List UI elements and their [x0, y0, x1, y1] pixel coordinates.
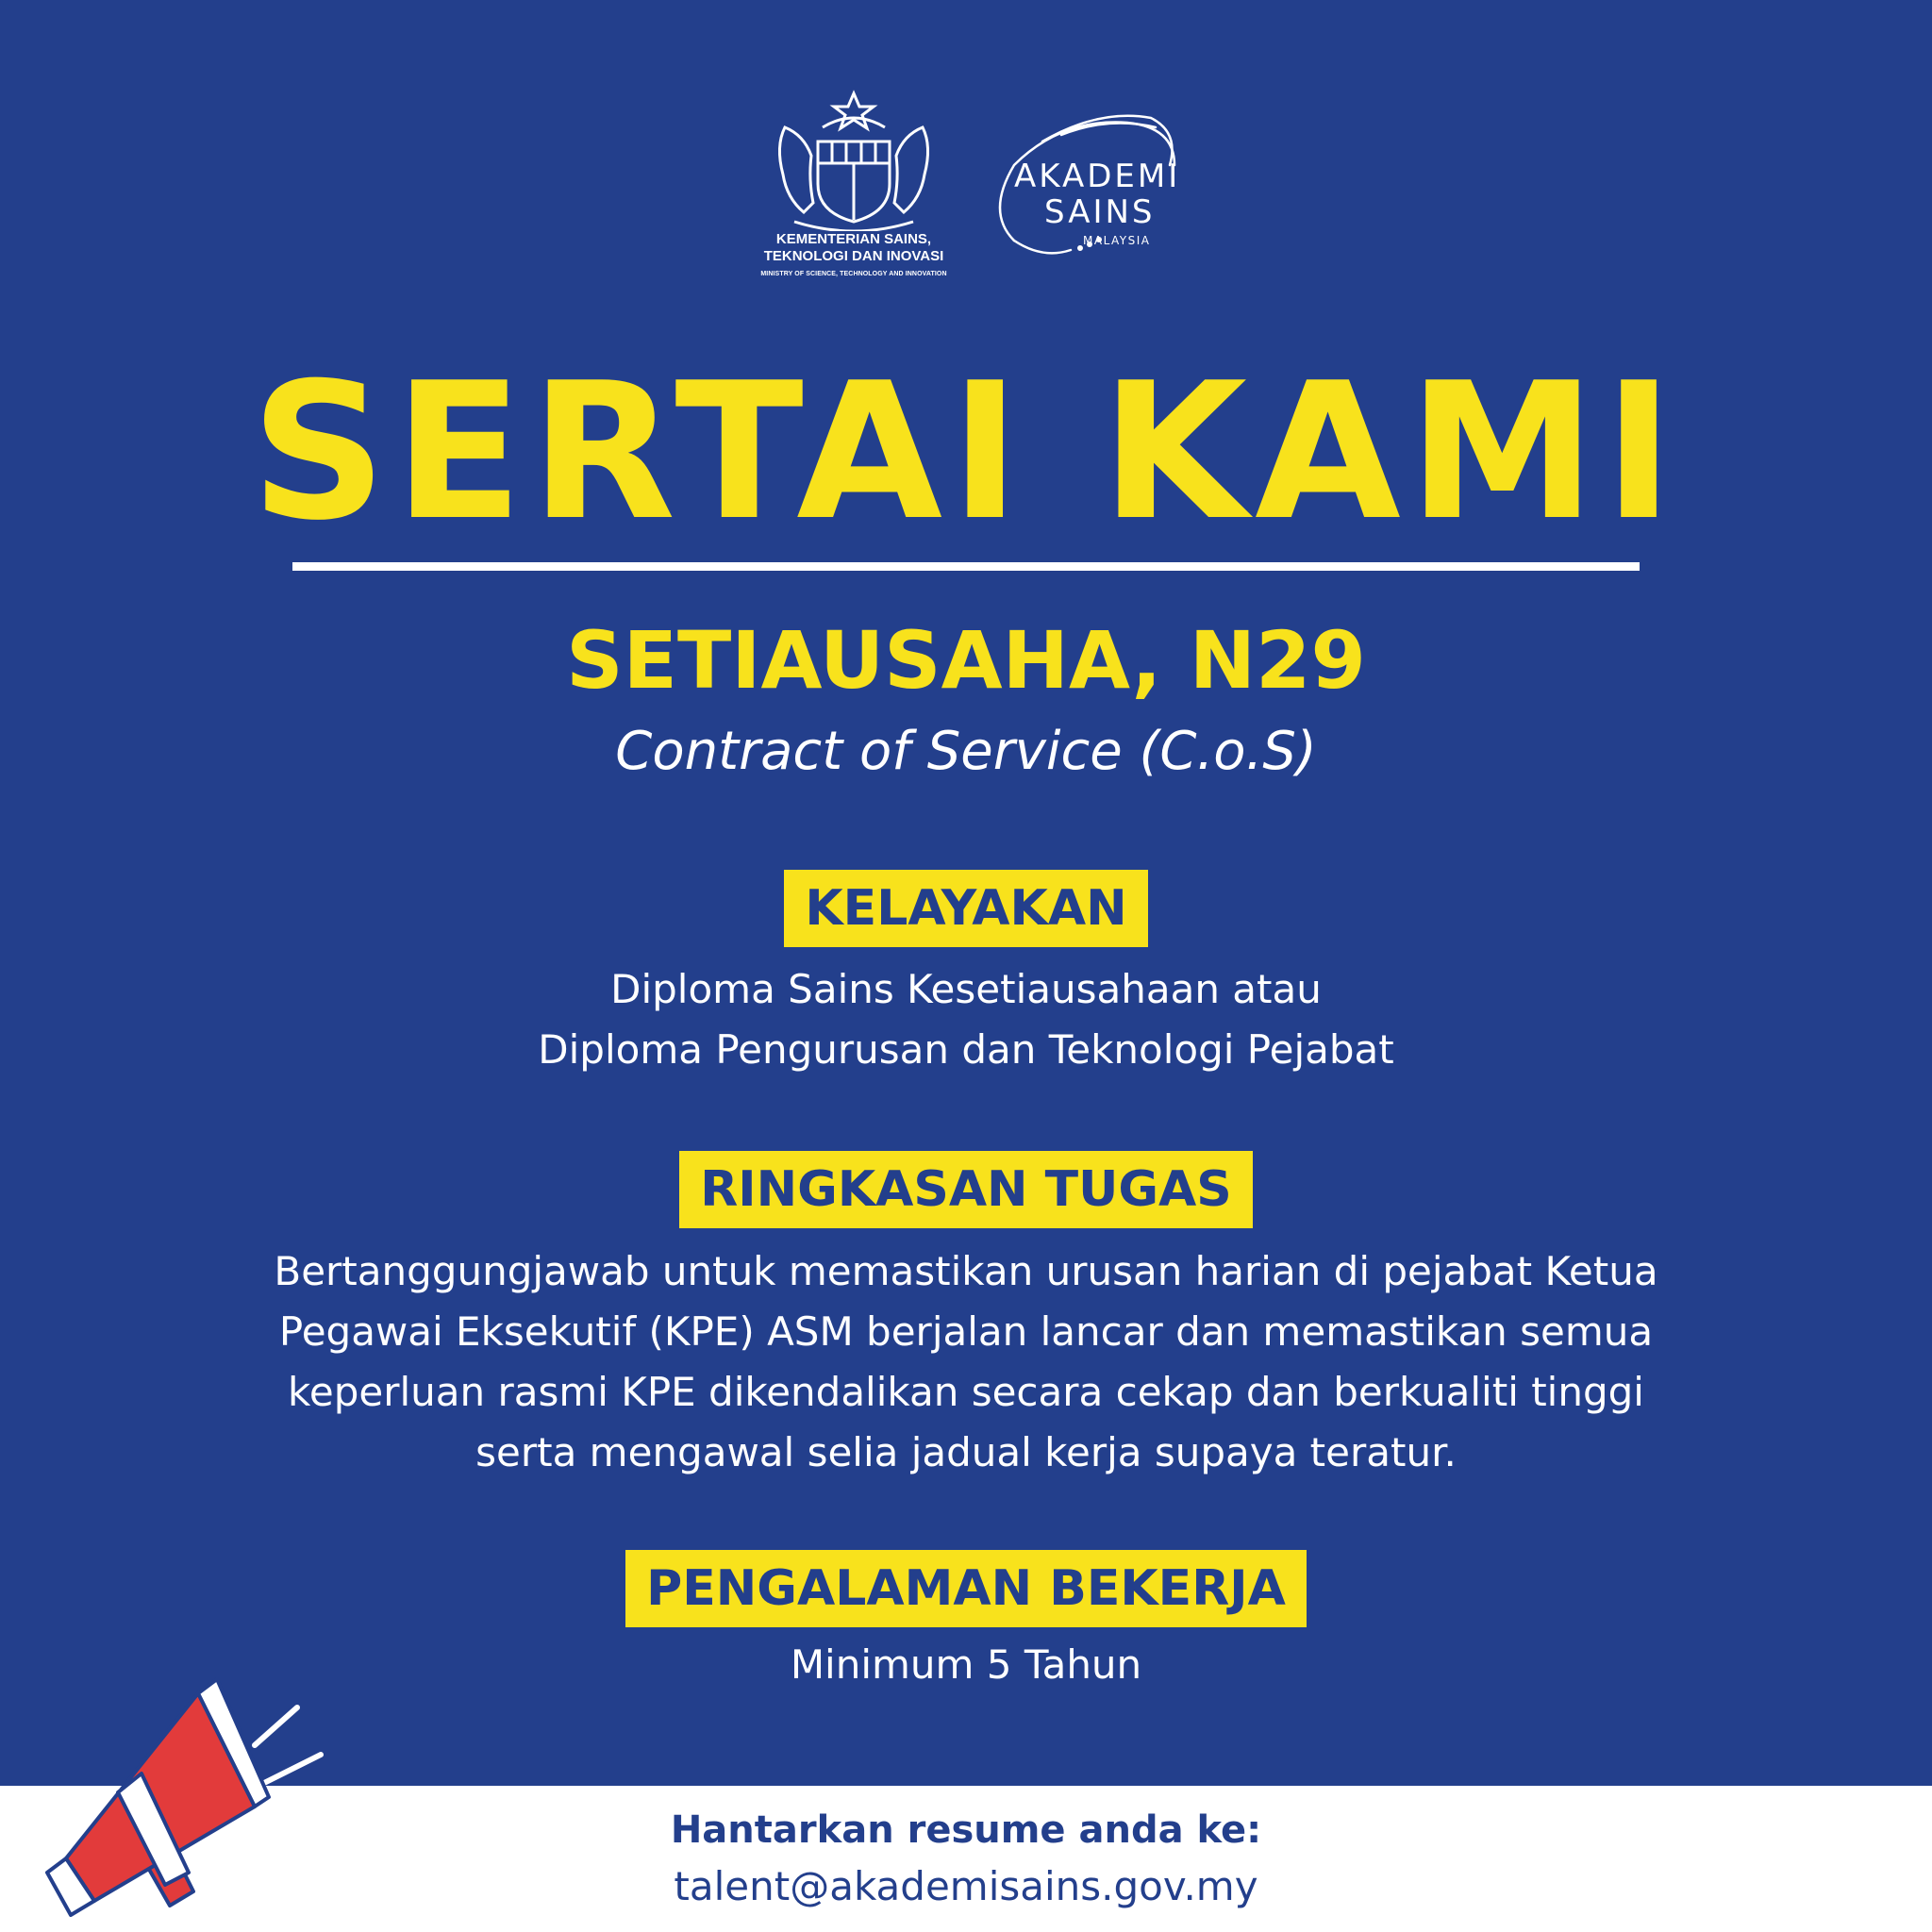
coat-of-arms-icon — [766, 90, 941, 231]
akademi-word: AKADEMI — [1014, 158, 1181, 195]
ringkasan-line: Bertanggungjawab untuk memastikan urusan harian di pejabat Ketua — [274, 1248, 1658, 1294]
sains-word: SAINS — [1044, 193, 1156, 231]
footer-email[interactable]: talent@akademisains.gov.my — [674, 1863, 1258, 1909]
ministry-name-line1: KEMENTERIAN SAINS, — [775, 231, 932, 247]
ringkasan-text — [151, 1241, 1781, 1483]
position-title: SETIAUSAHA, N29 — [566, 614, 1366, 707]
ringkasan-line: Pegawai Eksekutif (KPE) ASM berjalan lancar dan memastikan semua — [278, 1308, 1654, 1355]
ringkasan-label-wrap — [0, 1151, 1932, 1228]
kelayakan-label: KELAYAKAN — [784, 870, 1147, 947]
headline-divider — [292, 562, 1640, 571]
ringkasan-label: RINGKASAN TUGAS — [679, 1151, 1253, 1228]
kementerian-logo — [745, 90, 962, 292]
pengalaman-text — [151, 1635, 1781, 1695]
megaphone-icon — [28, 1641, 349, 1924]
ministry-name-line2: TEKNOLOGI DAN INOVASI — [763, 248, 944, 264]
pengalaman-line: Minimum 5 Tahun — [790, 1641, 1142, 1688]
ministry-name — [745, 231, 962, 265]
headline: SERTAI KAMI — [250, 342, 1682, 562]
ringkasan-line: serta mengawal selia jadual kerja supaya teratur. — [475, 1429, 1457, 1475]
kelayakan-label-wrap — [0, 870, 1932, 947]
kelayakan-line: Diploma Sains Kesetiausahaan atau — [610, 966, 1322, 1012]
logo-group — [745, 90, 1189, 292]
ministry-name-english: MINISTRY OF SCIENCE, TECHNOLOGY AND INNOVATION — [760, 271, 947, 277]
pengalaman-label: PENGALAMAN BEKERJA — [625, 1550, 1307, 1627]
kelayakan-line: Diploma Pengurusan dan Teknologi Pejabat — [538, 1026, 1394, 1073]
akademi-sains-logo — [986, 99, 1184, 274]
ringkasan-line: keperluan rasmi KPE dikendalikan secara cekap dan berkualiti tinggi — [288, 1369, 1644, 1415]
pengalaman-label-wrap — [0, 1550, 1932, 1627]
contract-type: Contract of Service (C.o.S) — [615, 721, 1317, 782]
footer-prompt: Hantarkan resume anda ke: — [670, 1808, 1262, 1852]
malaysia-word: MALAYSIA — [1083, 234, 1151, 247]
kelayakan-text — [151, 959, 1781, 1080]
